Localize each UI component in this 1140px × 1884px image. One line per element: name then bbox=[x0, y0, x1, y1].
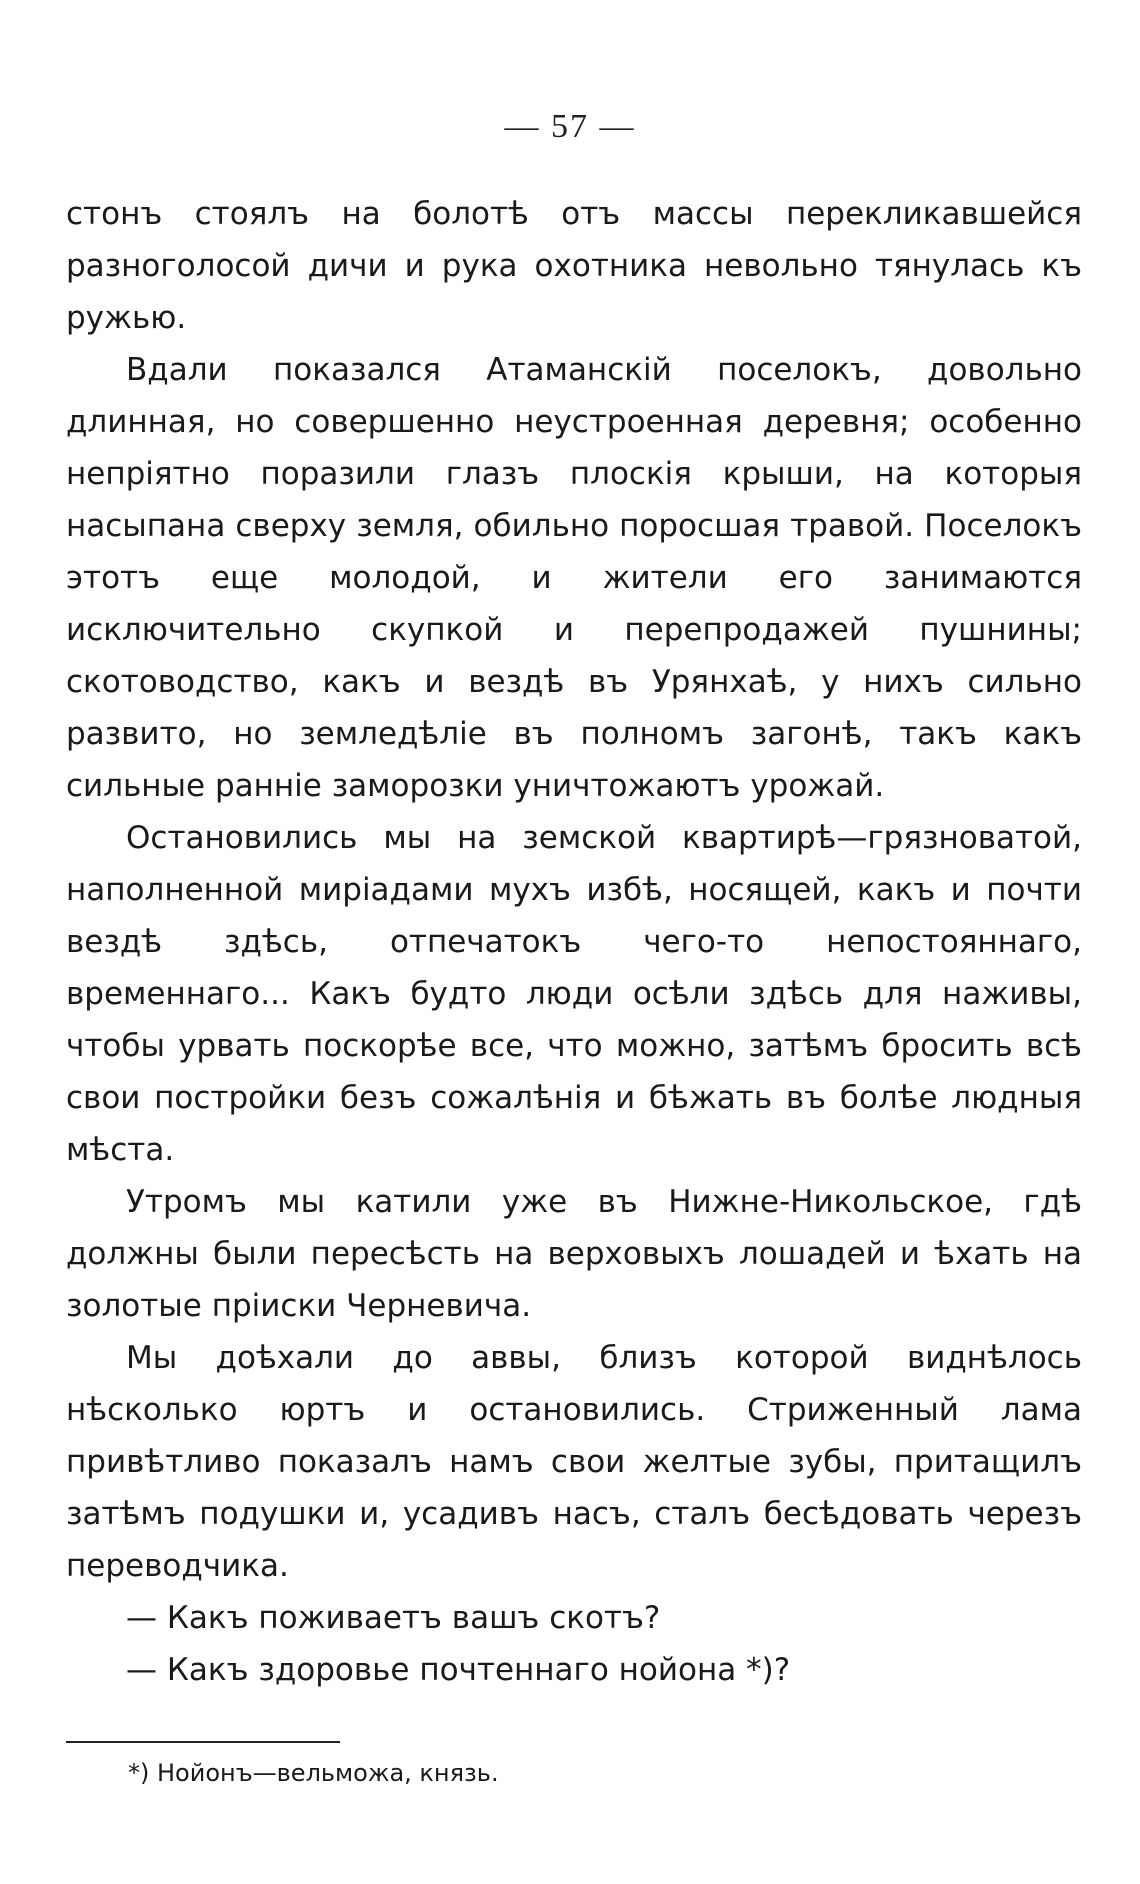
footnote-divider bbox=[66, 1741, 340, 1743]
paragraph-atamansky-settlement: Вдали показался Атаманскій поселокъ, довольно длинная, но совершенно неустроенная деревня; особенно непріятно поразили глазъ плоскія крыши, на которыя насыпана сверху земля, обильно поросшая травой. Поселокъ этотъ еще молодой, и жители его занимаются исключительно скупкой и перепродажей пушнины; скотоводство, какъ и вездѣ въ Урянхаѣ, у нихъ сильно развито, но земледѣліе въ полномъ загонѣ, такъ какъ сильные ранніе заморозки уничтожаютъ урожай. bbox=[66, 352, 1082, 804]
dialog-line-livestock: — Какъ поживаетъ вашъ скотъ? bbox=[126, 1600, 661, 1636]
paragraph-lama: Мы доѣхали до аввы, близъ которой виднѣлось нѣсколько юртъ и остановились. Стриженный лама привѣтливо показалъ намъ свои желтые зубы, притащилъ затѣмъ подушки и, усадивъ насъ, сталъ бесѣдовать черезъ переводчика. bbox=[66, 1340, 1082, 1584]
paragraph-nizhne-nikolskoe: Утромъ мы катили уже въ Нижне-Никольское, гдѣ должны были пересѣсть на верховыхъ лошадей и ѣхать на золотые пріиски Черневича. bbox=[66, 1184, 1082, 1324]
paragraph-continuation: стонъ стоялъ на болотѣ отъ массы перекликавшейся разноголосой дичи и рука охотника невольно тянулась къ ружью. bbox=[66, 196, 1082, 336]
paragraph-zemstvo-quarters: Остановились мы на земской квартирѣ—грязноватой, наполненной миріадами мухъ избѣ, носящей, какъ и почти вездѣ здѣсь, отпечатокъ чего-то непостояннаго, временнаго... Какъ будто люди осѣли здѣсь для наживы, чтобы урвать поскорѣе все, что можно, затѣмъ бросить всѣ свои постройки безъ сожалѣнія и бѣжать въ болѣе людныя мѣста. bbox=[66, 820, 1082, 1168]
dialog-line-health: — Какъ здоровье почтеннаго нойона *)? bbox=[126, 1652, 791, 1688]
footnote: *) Нойонъ—вельможа, князь. bbox=[128, 1759, 499, 1787]
page-number: — 57 — bbox=[504, 108, 636, 145]
body-text bbox=[66, 188, 1082, 1696]
